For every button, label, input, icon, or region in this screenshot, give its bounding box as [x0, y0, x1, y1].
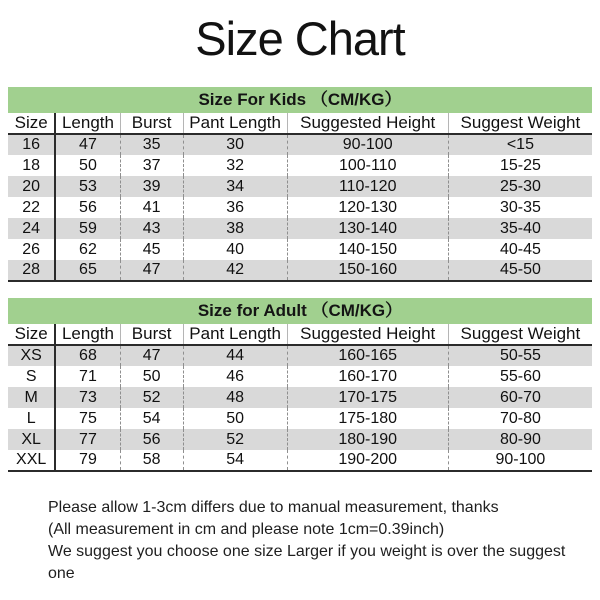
table-cell: 47 [120, 260, 183, 281]
table-cell: 46 [183, 366, 287, 387]
table-cell: 120-130 [287, 197, 448, 218]
table-cell: 30-35 [448, 197, 592, 218]
table-cell: 41 [120, 197, 183, 218]
table-cell: <15 [448, 134, 592, 155]
table-cell: 40 [183, 239, 287, 260]
table-cell: 175-180 [287, 408, 448, 429]
table-cell: 32 [183, 155, 287, 176]
table-cell: 24 [8, 218, 55, 239]
table-cell: 36 [183, 197, 287, 218]
table-row [8, 239, 592, 260]
table-cell: 20 [8, 176, 55, 197]
table-row [8, 155, 592, 176]
table-cell: 45 [120, 239, 183, 260]
table-cell: 34 [183, 176, 287, 197]
table-cell: 52 [120, 387, 183, 408]
table-cell: S [8, 366, 55, 387]
page-title: Size Chart [195, 12, 405, 65]
table-cell: 45-50 [448, 260, 592, 281]
table-row [8, 345, 592, 366]
table-cell: 160-170 [287, 366, 448, 387]
table-row [8, 197, 592, 218]
table-cell: 47 [120, 345, 183, 366]
table-cell: XL [8, 429, 55, 450]
column-header-burst: Burst [120, 324, 183, 345]
table-cell: M [8, 387, 55, 408]
column-header-length: Length [55, 113, 120, 134]
measurement-notes [48, 497, 580, 585]
table-cell: 54 [183, 450, 287, 471]
column-header-size: Size [8, 324, 55, 345]
table-cell: 180-190 [287, 429, 448, 450]
table-cell: 56 [120, 429, 183, 450]
table-cell: 150-160 [287, 260, 448, 281]
table-cell: 80-90 [448, 429, 592, 450]
note-line: (All measurement in cm and please note 1cm=0.39inch) [48, 521, 445, 538]
table-cell: 44 [183, 345, 287, 366]
table-row [8, 366, 592, 387]
table-cell: 39 [120, 176, 183, 197]
column-header-pant-length: Pant Length [183, 113, 287, 134]
table-cell: 110-120 [287, 176, 448, 197]
table-cell: 73 [55, 387, 120, 408]
adult-section-heading: Size for Adult （CM/KG） [8, 298, 592, 324]
table-cell: 190-200 [287, 450, 448, 471]
table-cell: 30 [183, 134, 287, 155]
column-header-pant-length: Pant Length [183, 324, 287, 345]
table-cell: 65 [55, 260, 120, 281]
table-cell: L [8, 408, 55, 429]
table-row [8, 450, 592, 471]
table-cell: 47 [55, 134, 120, 155]
table-cell: 100-110 [287, 155, 448, 176]
column-header-suggest-weight: Suggest Weight [448, 113, 592, 134]
table-cell: 22 [8, 197, 55, 218]
adult-size-section [8, 298, 592, 472]
table-cell: 130-140 [287, 218, 448, 239]
column-header-burst: Burst [120, 113, 183, 134]
kids-header-row [8, 113, 592, 134]
note-line: We suggest you choose one size Larger if you weight is over the suggest one [48, 543, 566, 582]
column-header-suggested-height: Suggested Height [287, 113, 448, 134]
table-cell: 50 [55, 155, 120, 176]
table-row [8, 408, 592, 429]
table-row [8, 134, 592, 155]
table-cell: 59 [55, 218, 120, 239]
table-row [8, 260, 592, 281]
kids-section-heading: Size For Kids （CM/KG） [8, 87, 592, 113]
table-cell: 79 [55, 450, 120, 471]
column-header-suggested-height: Suggested Height [287, 324, 448, 345]
table-cell: 53 [55, 176, 120, 197]
table-cell: 37 [120, 155, 183, 176]
note-line: Please allow 1-3cm differs due to manual measurement, thanks [48, 499, 499, 516]
table-cell: 70-80 [448, 408, 592, 429]
column-header-length: Length [55, 324, 120, 345]
table-cell: 48 [183, 387, 287, 408]
table-cell: 160-165 [287, 345, 448, 366]
table-cell: 50 [183, 408, 287, 429]
table-cell: 52 [183, 429, 287, 450]
table-row [8, 387, 592, 408]
table-row [8, 218, 592, 239]
column-header-suggest-weight: Suggest Weight [448, 324, 592, 345]
table-cell: 38 [183, 218, 287, 239]
table-cell: 35 [120, 134, 183, 155]
table-cell: 60-70 [448, 387, 592, 408]
column-header-size: Size [8, 113, 55, 134]
table-cell: 26 [8, 239, 55, 260]
table-cell: 62 [55, 239, 120, 260]
kids-size-table [8, 113, 592, 282]
table-cell: 75 [55, 408, 120, 429]
table-cell: 170-175 [287, 387, 448, 408]
table-cell: 140-150 [287, 239, 448, 260]
table-cell: 71 [55, 366, 120, 387]
table-cell: 43 [120, 218, 183, 239]
table-row [8, 429, 592, 450]
table-cell: 28 [8, 260, 55, 281]
table-cell: 77 [55, 429, 120, 450]
table-cell: 40-45 [448, 239, 592, 260]
table-cell: 15-25 [448, 155, 592, 176]
table-cell: 18 [8, 155, 55, 176]
kids-size-section [8, 87, 592, 282]
adult-size-table [8, 324, 592, 472]
adult-header-row [8, 324, 592, 345]
table-cell: 50-55 [448, 345, 592, 366]
table-cell: 42 [183, 260, 287, 281]
table-cell: 56 [55, 197, 120, 218]
table-cell: 16 [8, 134, 55, 155]
table-cell: 55-60 [448, 366, 592, 387]
table-cell: 54 [120, 408, 183, 429]
table-cell: 58 [120, 450, 183, 471]
table-cell: XXL [8, 450, 55, 471]
table-cell: 35-40 [448, 218, 592, 239]
table-cell: 90-100 [287, 134, 448, 155]
table-cell: 90-100 [448, 450, 592, 471]
table-cell: 25-30 [448, 176, 592, 197]
table-row [8, 176, 592, 197]
table-cell: 50 [120, 366, 183, 387]
table-cell: XS [8, 345, 55, 366]
table-cell: 68 [55, 345, 120, 366]
